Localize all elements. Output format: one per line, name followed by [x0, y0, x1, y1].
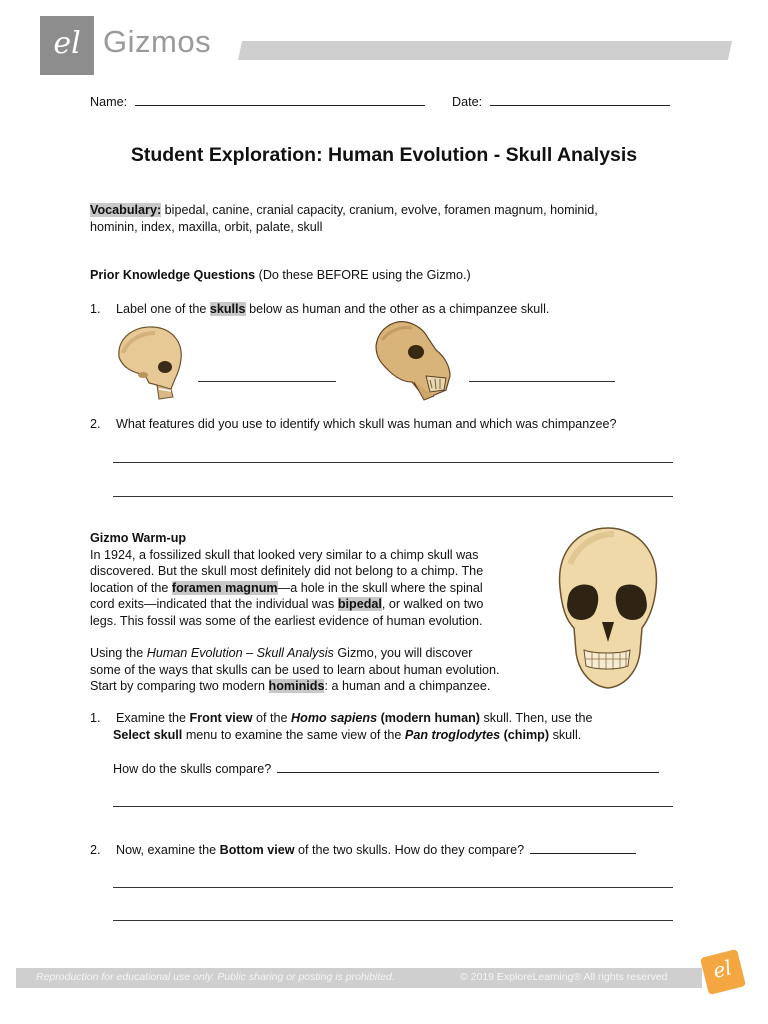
prior-q2-answer-line-1[interactable] [113, 462, 673, 463]
vocabulary-line-1: bipedal, canine, cranial capacity, cranium, evolve, foramen magnum, hominid, [164, 203, 598, 217]
foramen-magnum-highlight: foramen magnum [171, 580, 278, 595]
prior-question-2: 2. What features did you use to identify which skull was human and which was chimpanzee? [90, 417, 617, 431]
name-label: Name: [90, 95, 128, 109]
warmup-question-2: 2. Now, examine the Bottom view of the two skulls. How do they compare? [90, 841, 636, 858]
wq2-answer-line-2[interactable] [113, 887, 673, 888]
date-input-line[interactable] [490, 93, 670, 106]
name-field [90, 93, 425, 110]
prior-question-1: 1. Label one of the skulls below as human and the other as a chimpanzee skull. [90, 302, 550, 316]
explorelearning-logo [40, 16, 94, 75]
bipedal-highlight: bipedal [337, 597, 382, 611]
wq1-answer-line-2[interactable] [113, 806, 673, 807]
warmup-heading: Gizmo Warm-up [90, 531, 187, 545]
human-skull-front-image [550, 524, 664, 694]
page-title: Student Exploration: Human Evolution - Skull Analysis [130, 144, 638, 166]
wq2-answer-line-3[interactable] [113, 920, 673, 921]
wq1-answer-inline[interactable] [277, 760, 659, 773]
vocabulary-label: Vocabulary: [90, 203, 162, 217]
footer-copyright: © 2019 ExploreLearning® All rights reserved [460, 971, 668, 983]
wq2-answer-inline[interactable] [530, 841, 636, 854]
date-label: Date: [452, 95, 483, 109]
name-input-line[interactable] [135, 93, 425, 106]
footer-disclaimer: Reproduction for educational use only. Public sharing or posting is prohibited. [36, 971, 395, 983]
footer-logo-icon: el [700, 949, 746, 995]
warmup-section: Gizmo Warm-up In 1924, a fossilized skull that looked very similar to a chimp skull was discovered. But the skull most definitely did not belong to a chimp. The location of the foramen magnum—a hole in the skull where the spinal cord exits—indicated that the individual was bipedal, or walked on two legs. This fossil was some of the earliest evidence of human evolution. Using the Human Evolution – Skull Analysis Gizmo, you will discover some of the ways that skulls can be used to learn about human evolution. Start by comparing two modern hominids: a human and a chimpanzee. [90, 530, 550, 695]
wq1-prompt: How do the skulls compare? [113, 760, 659, 777]
skull-2-answer-line[interactable] [469, 381, 615, 382]
date-field [452, 93, 670, 110]
chimpanzee-skull-side-image [372, 316, 454, 402]
hominids-highlight: hominids [268, 679, 325, 693]
brand-name: Gizmos [103, 24, 212, 59]
vocabulary-block [90, 202, 690, 235]
skulls-highlight: skulls [209, 302, 246, 316]
logo-glyph: el [53, 26, 81, 61]
vocabulary-line-2: hominin, index, maxilla, orbit, palate, skull [90, 219, 323, 234]
warmup-question-1: 1. Examine the Front view of the Homo sapiens (modern human) skull. Then, use the Select skull menu to examine the same view of the Pan troglodytes (chimp) skull. [90, 711, 593, 742]
prior-knowledge-heading: Prior Knowledge Questions (Do these BEFORE using the Gizmo.) [90, 268, 471, 282]
skull-1-answer-line[interactable] [198, 381, 336, 382]
human-skull-side-image [113, 323, 185, 401]
header-bar [238, 41, 732, 60]
prior-q2-answer-line-2[interactable] [113, 496, 673, 497]
